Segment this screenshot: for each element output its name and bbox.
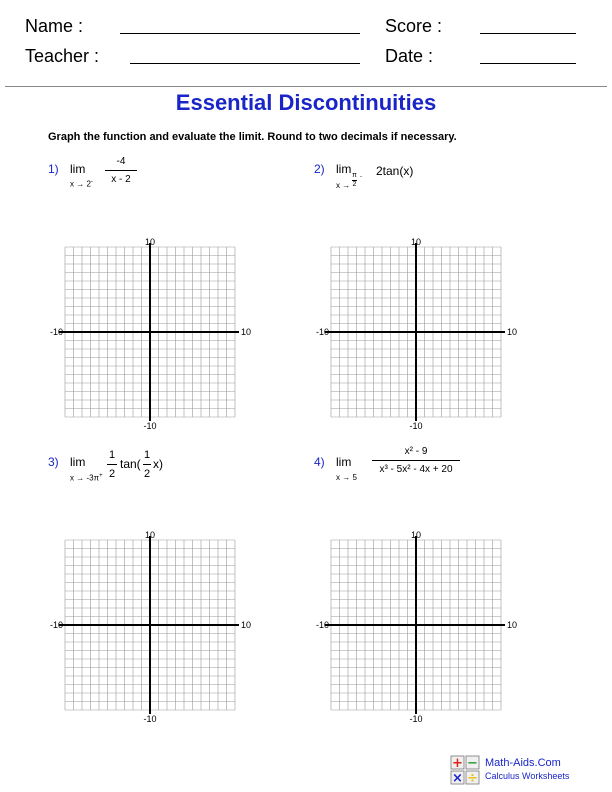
problem-3-number: 3) [48, 455, 59, 469]
y-axis-min-label: -10 [143, 421, 157, 431]
score-label: Score : [385, 16, 443, 36]
math-aids-logo-icon [450, 755, 480, 785]
name-line[interactable] [120, 33, 360, 34]
x-axis-max-label: 10 [507, 620, 518, 630]
x-axis-min-label: -10 [49, 620, 63, 630]
name-label: Name : [25, 16, 84, 36]
problem-3-func-open: tan( [120, 457, 141, 471]
problem-1-lim: lim [70, 162, 86, 176]
problem-3-func-close: x) [153, 457, 163, 471]
problem-4-number: 4) [314, 455, 325, 469]
problem-1-denominator: x - 2 [105, 170, 137, 185]
x-axis-min-label: -10 [315, 327, 329, 337]
problem-4-lim: lim [336, 455, 352, 469]
y-axis-max-label: 10 [410, 237, 422, 247]
x-axis-max-label: 10 [507, 327, 518, 337]
date-label: Date : [385, 46, 434, 66]
problem-2-approach: x → [336, 181, 351, 190]
x-axis-min-label: -10 [315, 620, 329, 630]
y-axis-max-label: 10 [144, 237, 156, 247]
problem-4-denominator: x³ - 5x² - 4x + 20 [372, 460, 460, 475]
divide-icon: ÷ [467, 771, 478, 785]
problem-2-approach-side: - [360, 174, 362, 180]
problem-4-numerator: x² - 9 [404, 446, 428, 457]
problem-1-fraction [105, 156, 137, 185]
teacher-label: Teacher : [25, 46, 100, 66]
score-line[interactable] [480, 33, 576, 34]
plus-icon: + [452, 756, 463, 771]
teacher-line[interactable] [130, 63, 360, 64]
problem-3-lim: lim [70, 455, 86, 469]
y-axis-min-label: -10 [409, 421, 423, 431]
graph-4[interactable] [311, 528, 521, 728]
problem-4-fraction [372, 446, 460, 475]
problem-1-number: 1) [48, 162, 59, 176]
problem-1-numerator: -4 [116, 156, 126, 167]
x-axis-max-label: 10 [241, 327, 252, 337]
problem-2-approach-fraction: π 2 [352, 172, 357, 188]
date-line[interactable] [480, 63, 576, 64]
page-title: Essential Discontinuities [175, 90, 437, 115]
problem-3-coef: $\frac{1}{2}$ [108, 449, 116, 480]
problem-2-lim: lim [336, 162, 352, 176]
y-axis-max-label: 10 [410, 530, 422, 540]
times-icon: × [452, 771, 463, 785]
footer-subtitle: Calculus Worksheets [485, 771, 570, 781]
header-divider [5, 86, 607, 87]
problem-2-number: 2) [314, 162, 325, 176]
problem-4-approach: x → 5 [336, 473, 357, 482]
instructions: Graph the function and evaluate the limit. Round to two decimals if necessary. [48, 131, 457, 143]
graph-3[interactable] [45, 528, 255, 728]
problem-2-expression: 2tan(x) [376, 164, 414, 178]
x-axis-max-label: 10 [241, 620, 252, 630]
graph-1[interactable] [45, 235, 255, 435]
y-axis-max-label: 10 [144, 530, 156, 540]
problem-3-approach: x → -3π+ [70, 473, 103, 483]
problem-1-approach: x → 2- [70, 179, 93, 189]
minus-icon: − [467, 756, 478, 771]
footer-brand[interactable]: Math-Aids.Com [485, 757, 561, 769]
x-axis-min-label: -10 [49, 327, 63, 337]
y-axis-min-label: -10 [409, 714, 423, 724]
problem-3-inner: $\frac{1}{2}$ [143, 449, 151, 480]
y-axis-min-label: -10 [143, 714, 157, 724]
graph-2[interactable] [311, 235, 521, 435]
